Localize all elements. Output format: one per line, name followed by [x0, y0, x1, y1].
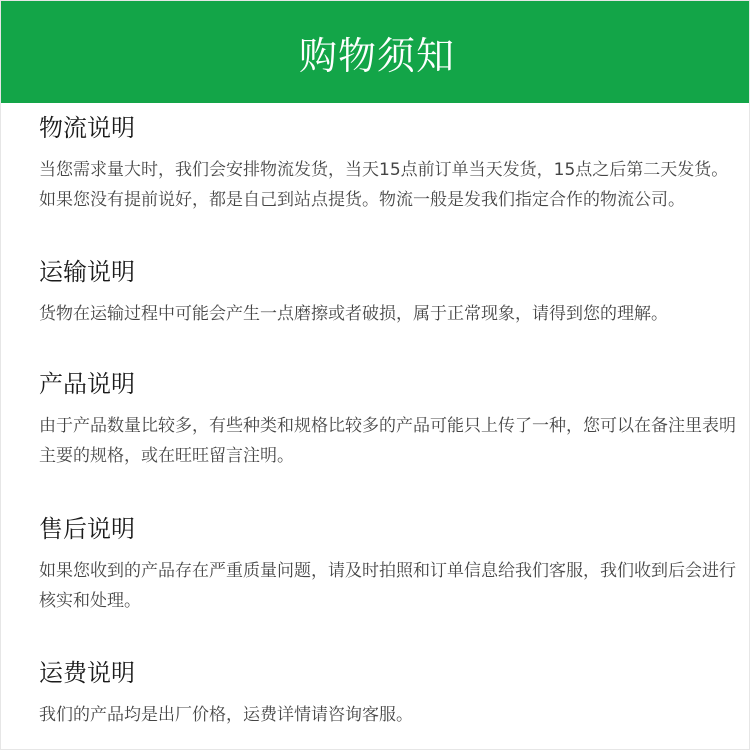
- section-title-logistics: 物流说明: [39, 114, 135, 142]
- section-title-transport: 运输说明: [39, 258, 135, 286]
- section-title-product: 产品说明: [39, 370, 135, 398]
- section-body-shipping-fee: 我们的产品均是出厂价格，运费详情请咨询客服。: [39, 705, 413, 725]
- section-title-shipping-fee: 运费说明: [39, 659, 135, 687]
- section-logistics: [39, 113, 739, 215]
- page-title: 购物须知: [298, 33, 455, 78]
- header-banner: [1, 1, 749, 103]
- section-body-after-sales: 如果您收到的产品存在严重质量问题，请及时拍照和订单信息给我们客服，我们收到后会进行核实和处理。: [39, 561, 736, 611]
- section-transport: [39, 257, 739, 329]
- section-after-sales: [39, 514, 739, 616]
- section-body-transport: 货物在运输过程中可能会产生一点磨擦或者破损，属于正常现象，请得到您的理解。: [39, 304, 668, 324]
- section-product: [39, 369, 739, 471]
- section-shipping-fee: [39, 658, 739, 730]
- section-title-after-sales: 售后说明: [39, 515, 135, 543]
- section-body-product: 由于产品数量比较多，有些种类和规格比较多的产品可能只上传了一种，您可以在备注里表明主要的规格，或在旺旺留言注明。: [39, 416, 736, 466]
- section-body-logistics: 当您需求量大时，我们会安排物流发货，当天15点前订单当天发货，15点之后第二天发货。如果您没有提前说好，都是自己到站点提货。物流一般是发我们指定合作的物流公司。: [39, 160, 729, 210]
